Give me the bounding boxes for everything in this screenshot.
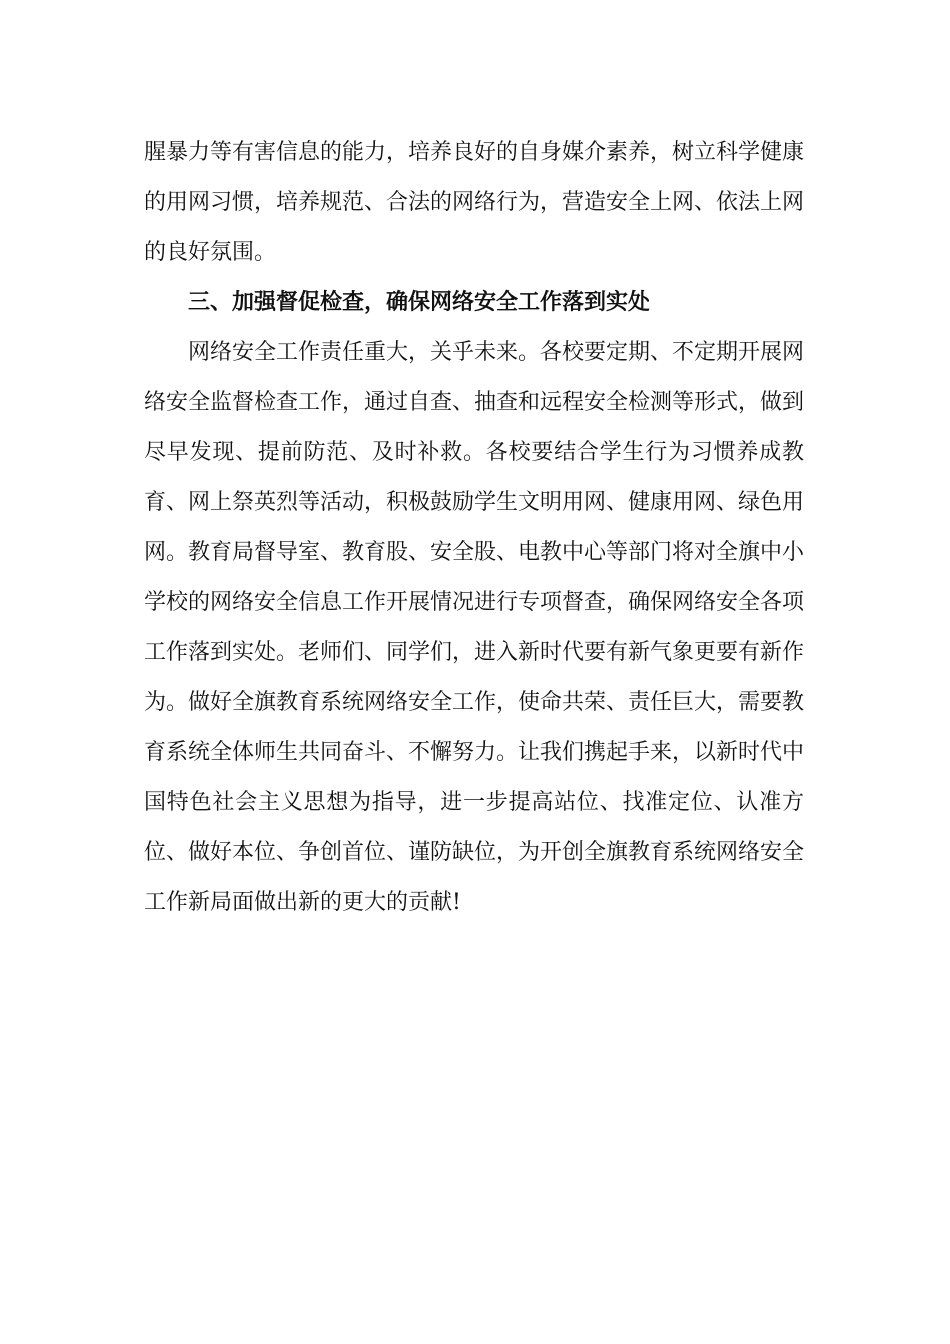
paragraph-continuation: 腥暴力等有害信息的能力，培养良好的自身媒介素养，树立科学健康的用网习惯，培养规范、合法的网络行为，营造安全上网、依法上网的良好氛围。	[144, 140, 805, 265]
section-paragraph: 网络安全工作责任重大，关乎未来。各校要定期、不定期开展网络安全监督检查工作，通过自查、抽查和远程安全检测等形式，做到尽早发现、提前防范、及时补救。各校要结合学生行为习惯养成教育、网上祭英烈等活动，积极鼓励学生文明用网、健康用网、绿色用网。教育局督导室、教育股、安全股、电教中心等部门将对全旗中小学校的网络安全信息工作开展情况进行专项督查，确保网络安全各项工作落到实处。老师们、同学们，进入新时代要有新气象更要有新作为。做好全旗教育系统网络安全工作，使命共荣、责任巨大，需要教育系统全体师生共同奋斗、不懈努力。让我们携起手来，以新时代中国特色社会主义思想为指导，进一步提高站位、找准定位、认准方位、做好本位、争创首位、谨防缺位，为开创全旗教育系统网络安全工作新局面做出新的更大的贡献!	[144, 340, 805, 915]
document-body	[144, 128, 804, 928]
section-heading: 三、加强督促检查，确保网络安全工作落到实处	[188, 290, 651, 315]
